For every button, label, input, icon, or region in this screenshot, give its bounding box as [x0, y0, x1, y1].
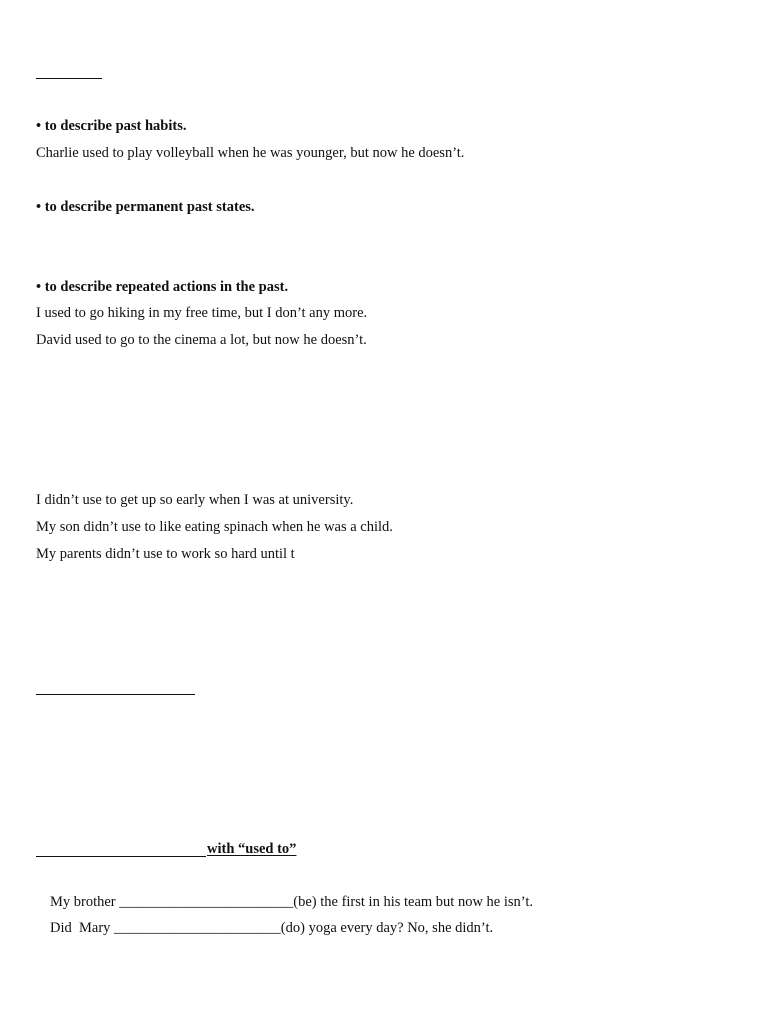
heading-past-states: • to describe permanent past states.	[36, 199, 255, 215]
exercise-heading-blank-line	[36, 856, 206, 857]
example-sentence: David used to go to the cinema a lot, but now he doesn’t.	[36, 332, 367, 348]
exercise-item	[50, 919, 493, 937]
exercise-item-before: Did Mary	[50, 920, 115, 936]
negative-example: I didn’t use to get up so early when I was at university.	[36, 492, 354, 508]
exercise-blank[interactable]: _______________________	[114, 920, 281, 936]
heading-repeated-actions: • to describe repeated actions in the past.	[36, 279, 289, 295]
exercise-item	[50, 893, 533, 911]
heading-past-habits: • to describe past habits.	[36, 118, 187, 134]
exercise-item-after: (be) the first in his team but now he isn’t.	[293, 894, 534, 910]
example-sentence: I used to go hiking in my free time, but I don’t any more.	[36, 305, 368, 321]
negative-example: My parents didn’t use to work so hard until t	[36, 546, 295, 562]
exercise-heading: with “used to”	[207, 841, 297, 857]
example-sentence: Charlie used to play volleyball when he was younger, but now he doesn’t.	[36, 145, 465, 161]
exercise-blank[interactable]: ________________________	[119, 894, 294, 910]
exercise-item-before: My brother	[50, 894, 120, 910]
exercise-item-after: (do) yoga every day? No, she didn’t.	[280, 920, 494, 936]
negative-example: My son didn’t use to like eating spinach when he was a child.	[36, 519, 393, 535]
section-blank-line	[36, 694, 195, 695]
title-blank-line	[36, 78, 102, 79]
